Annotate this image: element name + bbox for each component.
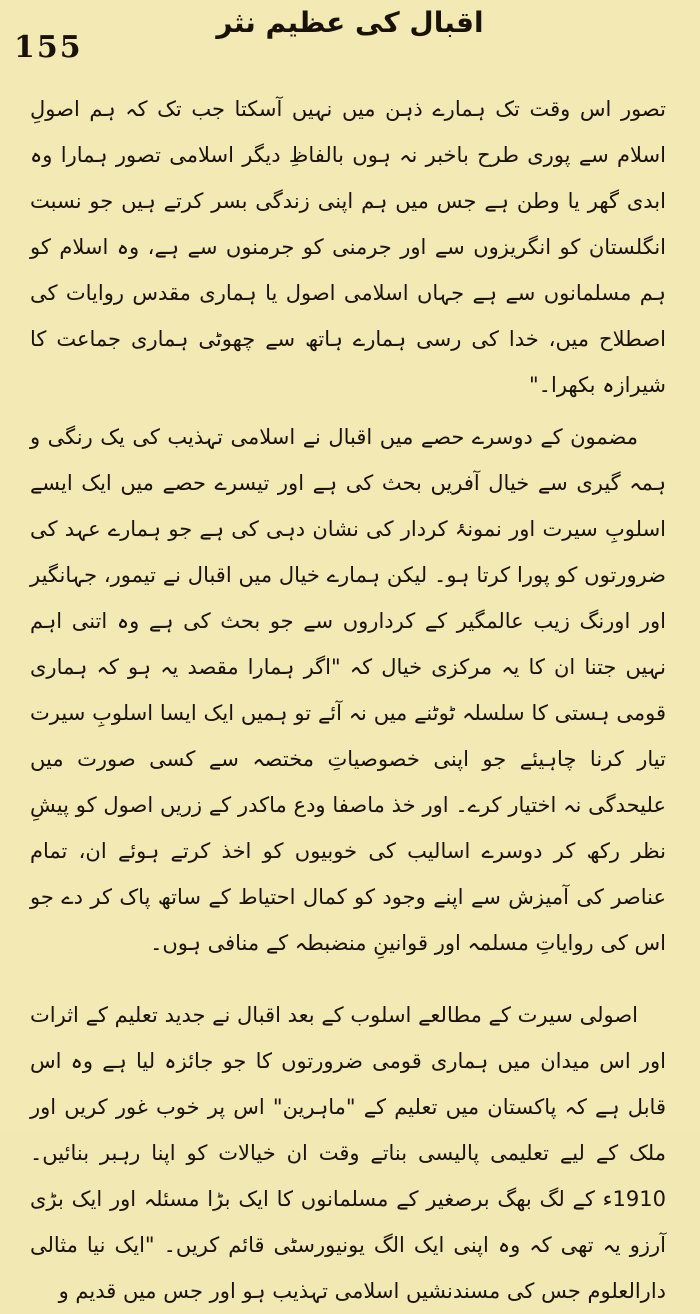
page-header [0, 0, 700, 70]
paragraph-continuation: تصور اس وقت تک ہمارے ذہن میں نہیں آسکتا جب تک کہ ہم اصولِ اسلام سے پوری طرح باخبر نہ ہوں بالفاظِ دیگر اسلامی تصور ہمارا وہ ابدی گھر یا وطن ہے جس میں ہم اپنی زندگی بسر کرتے ہیں جو نسبت انگلستان کو انگریزوں سے اور جرمنی کو جرمنوں سے ہے، وہ اسلام کو ہم مسلمانوں سے ہے جہاں اسلامی اصول یا ہماری مقدس روایات کی اصطلاح میں، خدا کی رسی ہمارے ہاتھ سے چھوٹی ہماری جماعت کا شیرازہ بکھرا۔" [30, 97, 666, 397]
running-title: اقبال کی عظیم نثر [216, 6, 484, 39]
paragraph-second-part: مضمون کے دوسرے حصے میں اقبال نے اسلامی تہذیب کی یک رنگی و ہمہ گیری سے خیال آفریں بحث کی ہے اور تیسرے حصے میں ایک ایسے اسلوبِ سیرت اور نمونۂ کردار کی نشان دہی کی ہے جو ہمارے عہد کی ضرورتوں کو پورا کرتا ہو۔ لیکن ہمارے خیال میں اقبال نے تیمور، جہانگیر اور اورنگ زیب عالمگیر کے کرداروں سے جو بحث کی ہے وہ اتنی اہم نہیں جتنا ان کا یہ مرکزی خیال کہ "اگر ہمارا مقصد یہ ہو کہ ہماری قومی ہستی کا سلسلہ ٹوٹنے میں نہ آئے تو ہمیں ایک ایسا اسلوبِ سیرت تیار کرنا چاہیئے جو اپنی خصوصیاتِ مختصہ سے کسی صورت میں علیحدگی نہ اختیار کرے۔ اور خذ ماصفا ودع ماکدر کے زریں اصول کو پیشِ نظر رکھ کر دوسرے اسالیب کی خوبیوں کو اخذ کرتے ہوئے ان، تمام عناصر کی آمیزش سے اپنے وجود کو کمال احتیاط کے ساتھ پاک کر دے جو اس کی روایاتِ مسلمہ اور قوانینِ منضبطہ کے منافی ہوں۔ [30, 425, 666, 955]
page-number: 155 [14, 30, 83, 65]
paragraph-education: اصولی سیرت کے مطالعے اسلوب کے بعد اقبال نے جدید تعلیم کے اثرات اور اس میدان میں ہماری قومی ضرورتوں کا جو جائزہ لیا ہے وہ اس قابل ہے کہ پاکستان میں تعلیم کے "ماہرین" اس پر خوب غور کریں اور ملک کے لیے تعلیمی پالیسی بناتے وقت ان خیالات کو اپنا رہبر بنائیں۔ 1910ء کے لگ بھگ برصغیر کے مسلمانوں کا ایک بڑا مسئلہ اور ایک بڑی آرزو یہ تھی کہ وہ اپنی ایک الگ یونیورسٹی قائم کریں۔ "ایک نیا مثالی دارالعلوم جس کی مسندنشیں اسلامی تہذیب ہو اور جس میں قدیم و [30, 1003, 666, 1303]
body-text [30, 86, 666, 1314]
